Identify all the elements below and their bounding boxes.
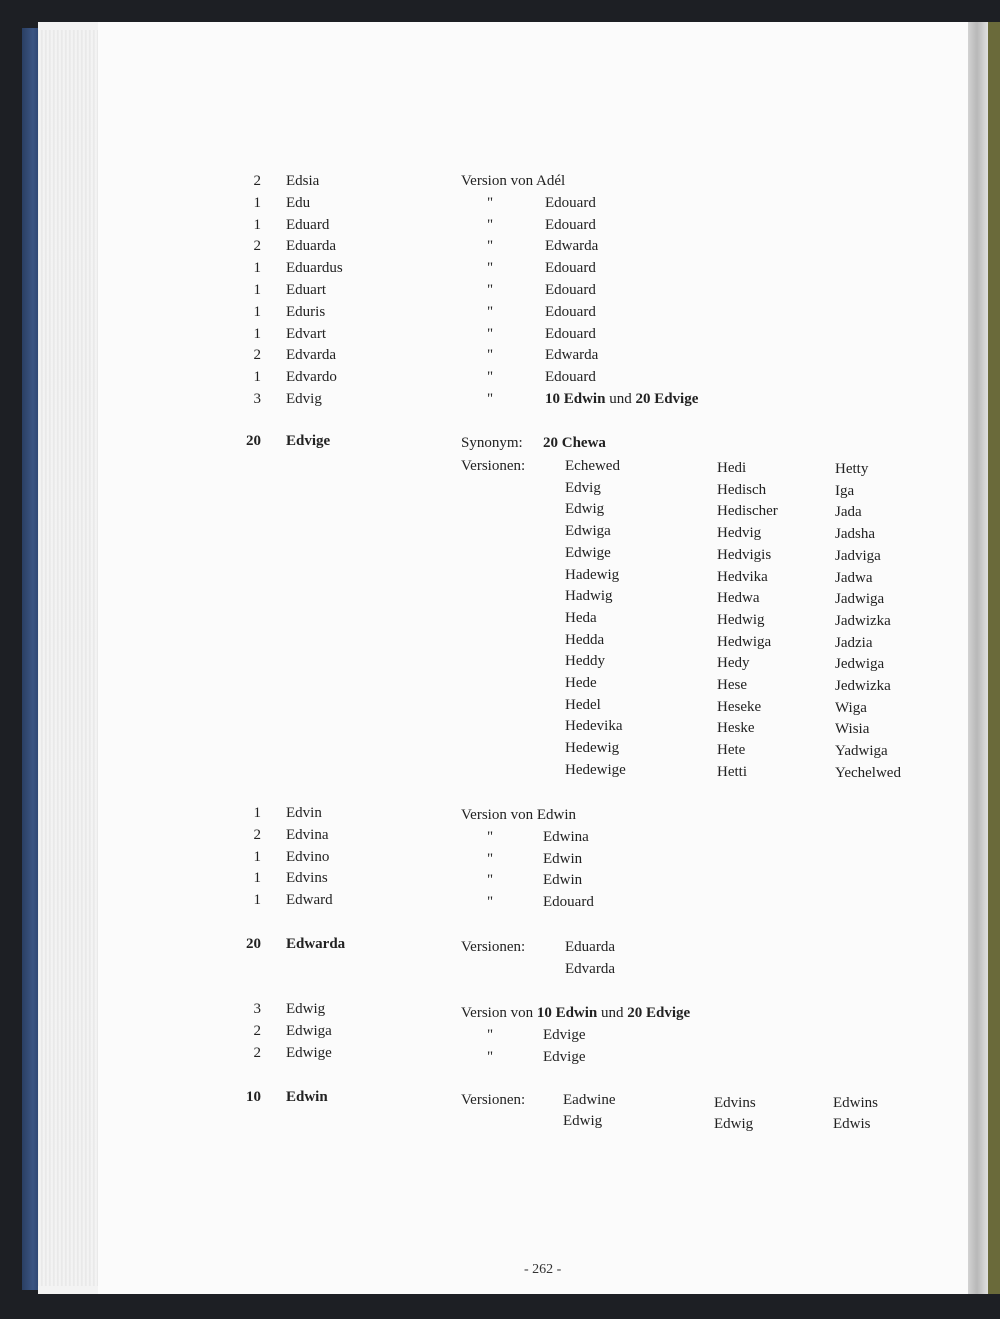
entry-count: 1 <box>253 303 261 320</box>
entry-reference: Edouard <box>545 369 596 386</box>
ditto-mark: " <box>487 194 494 211</box>
entry-count: 2 <box>253 173 261 189</box>
entry-reference: Edouard <box>545 282 596 298</box>
entry-reference: 10 Edwin und 20 Edvige <box>545 391 699 407</box>
entry-name: Eduardus <box>286 260 343 277</box>
version-name: Jada <box>835 504 862 521</box>
entry-name: Edvig <box>286 391 322 407</box>
version-name: Hese <box>717 677 747 693</box>
entry-reference: Edwarda <box>545 347 599 364</box>
synonym-label: Synonym: <box>461 435 523 451</box>
entry-count: 1 <box>253 216 261 233</box>
version-name: Hedisch <box>717 481 767 498</box>
version-name: Hete <box>717 742 746 759</box>
entry-reference: Edwarda <box>545 238 599 255</box>
entry-name: Edsia <box>286 173 320 189</box>
entry-name: Edvin <box>286 805 322 821</box>
version-name: Jadwa <box>835 569 873 586</box>
entry-name: Edu <box>286 194 311 211</box>
entry-reference: Edouard <box>545 303 596 320</box>
entry-reference: Edwina <box>543 828 589 845</box>
version-name: Hedel <box>565 696 601 713</box>
ditto-mark: " <box>487 303 494 320</box>
entry-name: Eduarda <box>286 238 336 255</box>
binding-gutter <box>966 22 988 1294</box>
ditto-mark: " <box>487 828 494 845</box>
ditto-mark: " <box>487 872 494 889</box>
ditto-mark: " <box>487 260 494 277</box>
version-name: Hede <box>565 675 597 691</box>
versions-label: Versionen: <box>461 1092 526 1108</box>
version-name: Edwige <box>565 544 611 561</box>
version-name: Hedy <box>717 655 750 672</box>
version-name: Hedewig <box>565 740 620 757</box>
entry-count: 1 <box>253 805 261 821</box>
entry-name: Edvina <box>286 826 329 843</box>
version-name: Jadviga <box>835 547 881 564</box>
version-name: Iga <box>835 482 855 499</box>
ditto-mark: " <box>487 850 494 867</box>
entry-name: Edwig <box>286 1001 326 1017</box>
version-name: Eduarda <box>565 939 615 955</box>
entry-reference: Edouard <box>543 894 594 911</box>
version-name: Yechelwed <box>835 764 901 781</box>
entry-count: 1 <box>253 260 261 277</box>
version-name: Edwig <box>563 1113 603 1129</box>
version-name: Edwiga <box>565 523 611 540</box>
version-name: Echewed <box>565 458 620 474</box>
entry-note: Version von Adél <box>461 173 566 189</box>
version-name: Edvarda <box>565 961 615 977</box>
entry-count: 2 <box>253 1044 261 1061</box>
page-stack-edge <box>38 30 98 1286</box>
version-name: Hedevika <box>565 718 623 735</box>
ditto-mark: " <box>487 216 494 233</box>
version-name: Jadsha <box>835 526 875 543</box>
version-name: Hedvika <box>717 568 768 585</box>
version-name: Hedvig <box>717 525 762 542</box>
ditto-mark: " <box>487 238 494 255</box>
entry-count: 20 <box>246 936 261 952</box>
entry-name: Edwige <box>286 1044 332 1061</box>
version-name: Edvins <box>714 1095 756 1111</box>
version-name: Wisia <box>835 721 870 738</box>
version-name: Eadwine <box>563 1092 616 1108</box>
version-name: Jadwizka <box>835 612 891 629</box>
entry-count: 1 <box>253 194 261 211</box>
entry-reference: Edvige <box>543 1048 586 1065</box>
version-name: Edwig <box>714 1116 754 1132</box>
ditto-mark: " <box>487 369 494 386</box>
version-name: Wiga <box>835 699 867 716</box>
entry-name: Edvige <box>286 433 331 449</box>
version-name: Heske <box>717 720 755 737</box>
entry-name: Edvins <box>286 870 328 887</box>
versions-label: Versionen: <box>461 939 526 955</box>
entry-reference: Edvige <box>543 1026 586 1043</box>
entry-count: 1 <box>253 892 261 909</box>
entry-count: 2 <box>253 238 261 255</box>
entry-name: Edvart <box>286 325 326 342</box>
ditto-mark: " <box>487 391 494 407</box>
version-name: Hedwa <box>717 590 760 607</box>
entry-reference: Edouard <box>545 325 596 342</box>
ditto-mark: " <box>487 894 494 911</box>
version-name: Jedwiga <box>835 656 885 673</box>
entry-name: Edwarda <box>286 936 346 952</box>
entry-name: Edward <box>286 892 333 909</box>
facing-page-edge <box>988 22 1000 1294</box>
entry-count: 20 <box>246 433 261 449</box>
version-name: Edwig <box>565 501 605 518</box>
entry-note: Version von Edwin <box>461 807 576 823</box>
entry-reference: Edwin <box>543 872 583 889</box>
version-name: Edwins <box>833 1095 878 1111</box>
entry-count: 2 <box>253 347 261 364</box>
entry-name: Edvardo <box>286 369 337 386</box>
version-name: Jadzia <box>835 634 873 651</box>
entry-note: Version von 10 Edwin und 20 Edvige <box>461 1005 691 1021</box>
version-name: Edvig <box>565 479 601 496</box>
version-name: Hetty <box>835 461 869 477</box>
entry-reference: Edouard <box>545 260 596 277</box>
entry-count: 3 <box>253 391 261 407</box>
version-name: Heddy <box>565 653 605 670</box>
ditto-mark: " <box>487 347 494 364</box>
entry-reference: Edouard <box>545 194 596 211</box>
version-name: Hedewige <box>565 761 626 778</box>
entry-reference: Edouard <box>545 216 596 233</box>
version-name: Hedvigis <box>717 546 772 563</box>
entry-count: 2 <box>253 826 261 843</box>
version-name: Jadwiga <box>835 591 885 608</box>
ditto-mark: " <box>487 1048 494 1065</box>
entry-name: Eduard <box>286 216 330 233</box>
entry-name: Edvarda <box>286 347 336 364</box>
version-name: Hedischer <box>717 503 778 520</box>
entry-name: Edwin <box>286 1089 328 1105</box>
entry-count: 10 <box>246 1089 261 1105</box>
entry-reference: Edwin <box>543 850 583 867</box>
version-name: Hadwig <box>565 588 613 605</box>
versions-label: Versionen: <box>461 458 526 474</box>
page-number: - 262 - <box>524 1262 562 1277</box>
entry-count: 1 <box>253 848 261 865</box>
version-name: Hedwig <box>717 611 765 628</box>
version-name: Hetti <box>717 763 747 780</box>
version-name: Hedwiga <box>717 633 772 650</box>
synonym-value: 20 Chewa <box>543 435 606 451</box>
version-name: Hedda <box>565 631 605 648</box>
ditto-mark: " <box>487 325 494 342</box>
ditto-mark: " <box>487 1026 494 1043</box>
entry-count: 1 <box>253 369 261 386</box>
version-name: Edwis <box>833 1116 871 1132</box>
version-name: Heseke <box>717 698 762 715</box>
version-name: Heda <box>565 609 597 626</box>
version-name: Yadwiga <box>835 743 888 760</box>
entry-name: Edvino <box>286 848 330 865</box>
version-name: Hadewig <box>565 566 620 583</box>
entry-name: Edwiga <box>286 1022 332 1039</box>
entry-count: 3 <box>253 1001 261 1017</box>
entry-count: 1 <box>253 325 261 342</box>
entry-count: 2 <box>253 1022 261 1039</box>
entry-count: 1 <box>253 282 261 298</box>
version-name: Jedwizka <box>835 678 891 694</box>
entry-name: Eduart <box>286 282 326 298</box>
entry-name: Eduris <box>286 303 326 320</box>
entry-count: 1 <box>253 870 261 887</box>
version-name: Hedi <box>717 460 747 476</box>
ditto-mark: " <box>487 282 494 298</box>
